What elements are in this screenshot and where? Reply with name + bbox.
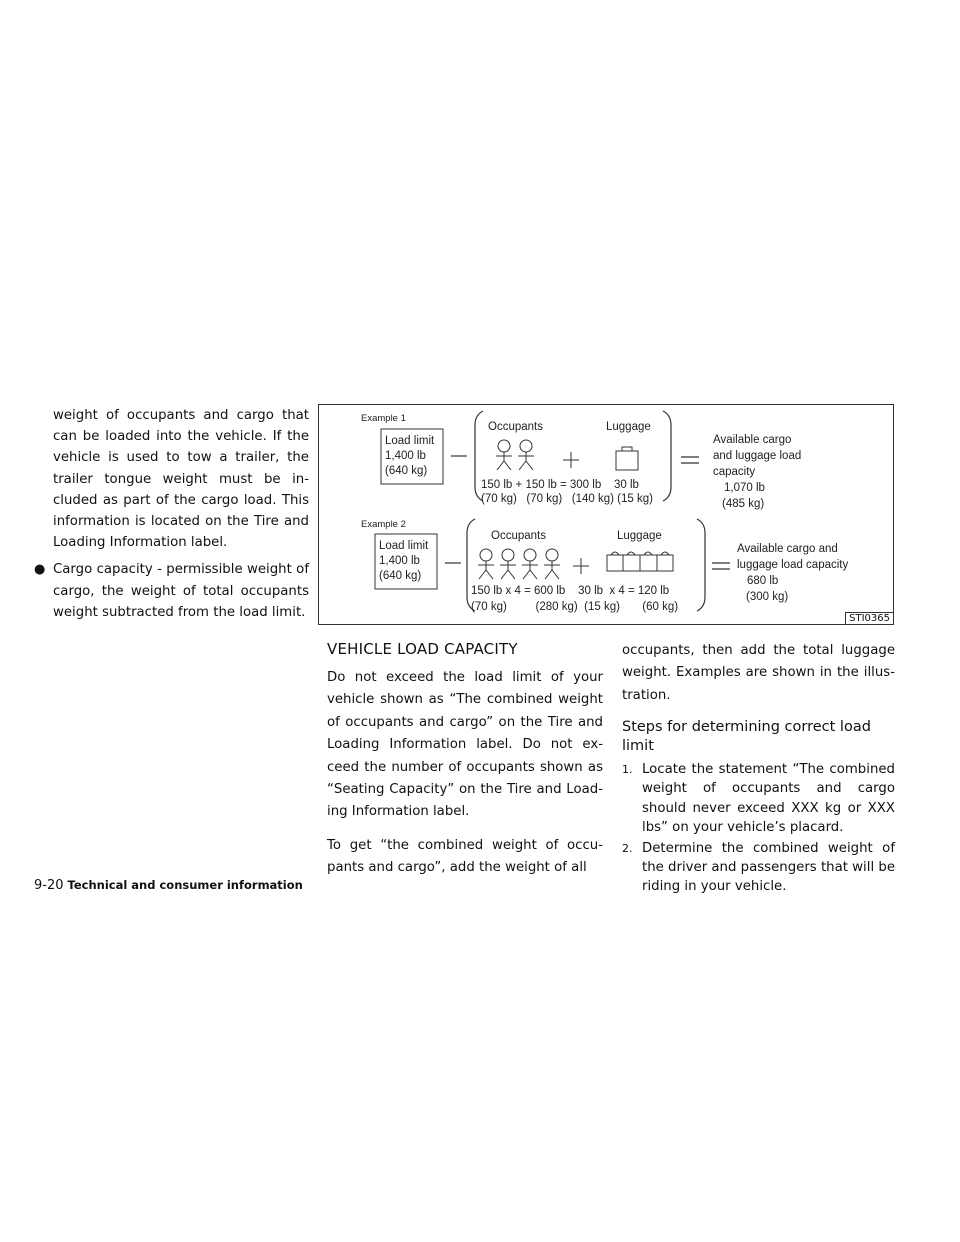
- page-footer: [34, 878, 303, 893]
- example1-plus-icon: [563, 452, 579, 468]
- step-item: [622, 839, 895, 897]
- example2-person-icon-4: [544, 549, 560, 579]
- example1-load-line3: (640 kg): [385, 465, 428, 477]
- example1-person-icon-1: [496, 440, 512, 470]
- example1-equals-icon: [681, 457, 699, 463]
- example1-calc-line1: 150 lb + 150 lb = 300 lb 30 lb: [481, 479, 639, 491]
- illustration-svg: [319, 405, 893, 624]
- left-column: [34, 405, 309, 623]
- example2-person-icon-1: [478, 549, 494, 579]
- combined-weight-paragraph: To get “the combined weight of occu-pants and cargo”, add the weight of all: [327, 837, 603, 876]
- load-capacity-illustration: [318, 404, 894, 625]
- example1-calc-line2: (70 kg) (70 kg) (140 kg) (15 kg): [481, 493, 653, 505]
- example1-label: Example 1: [361, 413, 406, 424]
- example2-result-line2: luggage load capacity: [737, 559, 849, 571]
- example1-occupants-label: Occupants: [488, 421, 543, 433]
- chapter-title: Technical and consumer information: [67, 878, 303, 892]
- example2-load-line1: Load limit: [379, 540, 429, 552]
- example2-calc-line1: 150 lb x 4 = 600 lb 30 lb x 4 = 120 lb: [471, 585, 670, 597]
- example1-result-line1: Available cargo: [713, 434, 792, 446]
- step-text: Locate the statement “The combined weight of occupants and cargo should never exceed XXX kg or XXX lbs” on your vehicle’s placard.: [642, 762, 895, 835]
- example2-person-icon-3: [522, 549, 538, 579]
- example1-load-line1: Load limit: [385, 435, 435, 447]
- middle-column: [327, 640, 603, 891]
- example1-result-line3: capacity: [713, 466, 756, 478]
- example2-equals-icon: [712, 563, 730, 569]
- bullet-icon: ●: [34, 562, 46, 578]
- example2-person-icon-2: [500, 549, 516, 579]
- example2-label: Example 2: [361, 519, 406, 530]
- continued-paragraph: weight of occupants and cargo that can be loaded into the vehicle. If the vehicle is used to tow a trailer, the trailer tongue weight must be in-cluded as part of the cargo load. This information is located on the Tire and Loading Information label.: [53, 408, 309, 551]
- example2-load-line2: 1,400 lb: [379, 555, 420, 567]
- figure-code: STI0365: [845, 612, 893, 624]
- example1-result-line2: and luggage load: [713, 450, 802, 462]
- luggage-paragraph: occupants, then add the total luggage weight. Examples are shown in the illus-tration.: [622, 643, 895, 703]
- example2-result-line1: Available cargo and: [737, 543, 838, 555]
- example2-bracket-right-icon: [697, 519, 705, 611]
- example2-bracket-left-icon: [467, 519, 475, 611]
- example1-person-icon-2: [518, 440, 534, 470]
- example1-result-line5: (485 kg): [722, 498, 765, 510]
- example2-result-line3: 680 lb: [747, 575, 779, 587]
- example2-occupants-label: Occupants: [491, 530, 546, 542]
- section-heading: VEHICLE LOAD CAPACITY: [327, 640, 518, 658]
- step-text: Determine the combined weight of the driver and passengers that will be riding in your vehicle.: [642, 841, 895, 895]
- example1-luggage-label: Luggage: [606, 421, 651, 433]
- step-number: 1.: [622, 763, 633, 777]
- bullet-item-cargo-capacity: [34, 559, 309, 623]
- example2-luggage-icon: [607, 552, 673, 571]
- example1-result-line4: 1,070 lb: [724, 482, 765, 494]
- bullet-text: Cargo capacity - permissible weight of cargo, the weight of total occupants weight subtracted from the load limit.: [53, 562, 309, 620]
- example2-result-line4: (300 kg): [746, 591, 789, 603]
- right-column: [622, 640, 895, 897]
- example2-calc-line2: (70 kg) (280 kg) (15 kg) (60 kg): [471, 601, 679, 613]
- example2-luggage-label: Luggage: [617, 530, 662, 542]
- steps-subheading: Steps for determining correct load limit: [622, 719, 871, 755]
- example2-load-line3: (640 kg): [379, 570, 422, 582]
- step-number: 2.: [622, 842, 633, 856]
- example1-bracket-right-icon: [663, 411, 671, 501]
- page-number: 9-20: [34, 878, 64, 893]
- example1-load-line2: 1,400 lb: [385, 450, 426, 462]
- step-item: [622, 760, 895, 837]
- example1-luggage-icon: [616, 447, 638, 470]
- example2-plus-icon: [573, 558, 589, 574]
- load-limit-paragraph: Do not exceed the load limit of your vehicle shown as “The combined weight of occupants and cargo” on the Tire and Loading Information label. Do not ex-ceed the number of occupants shown as “Seating Capacity” on the Tire and Load-ing Information label.: [327, 670, 603, 820]
